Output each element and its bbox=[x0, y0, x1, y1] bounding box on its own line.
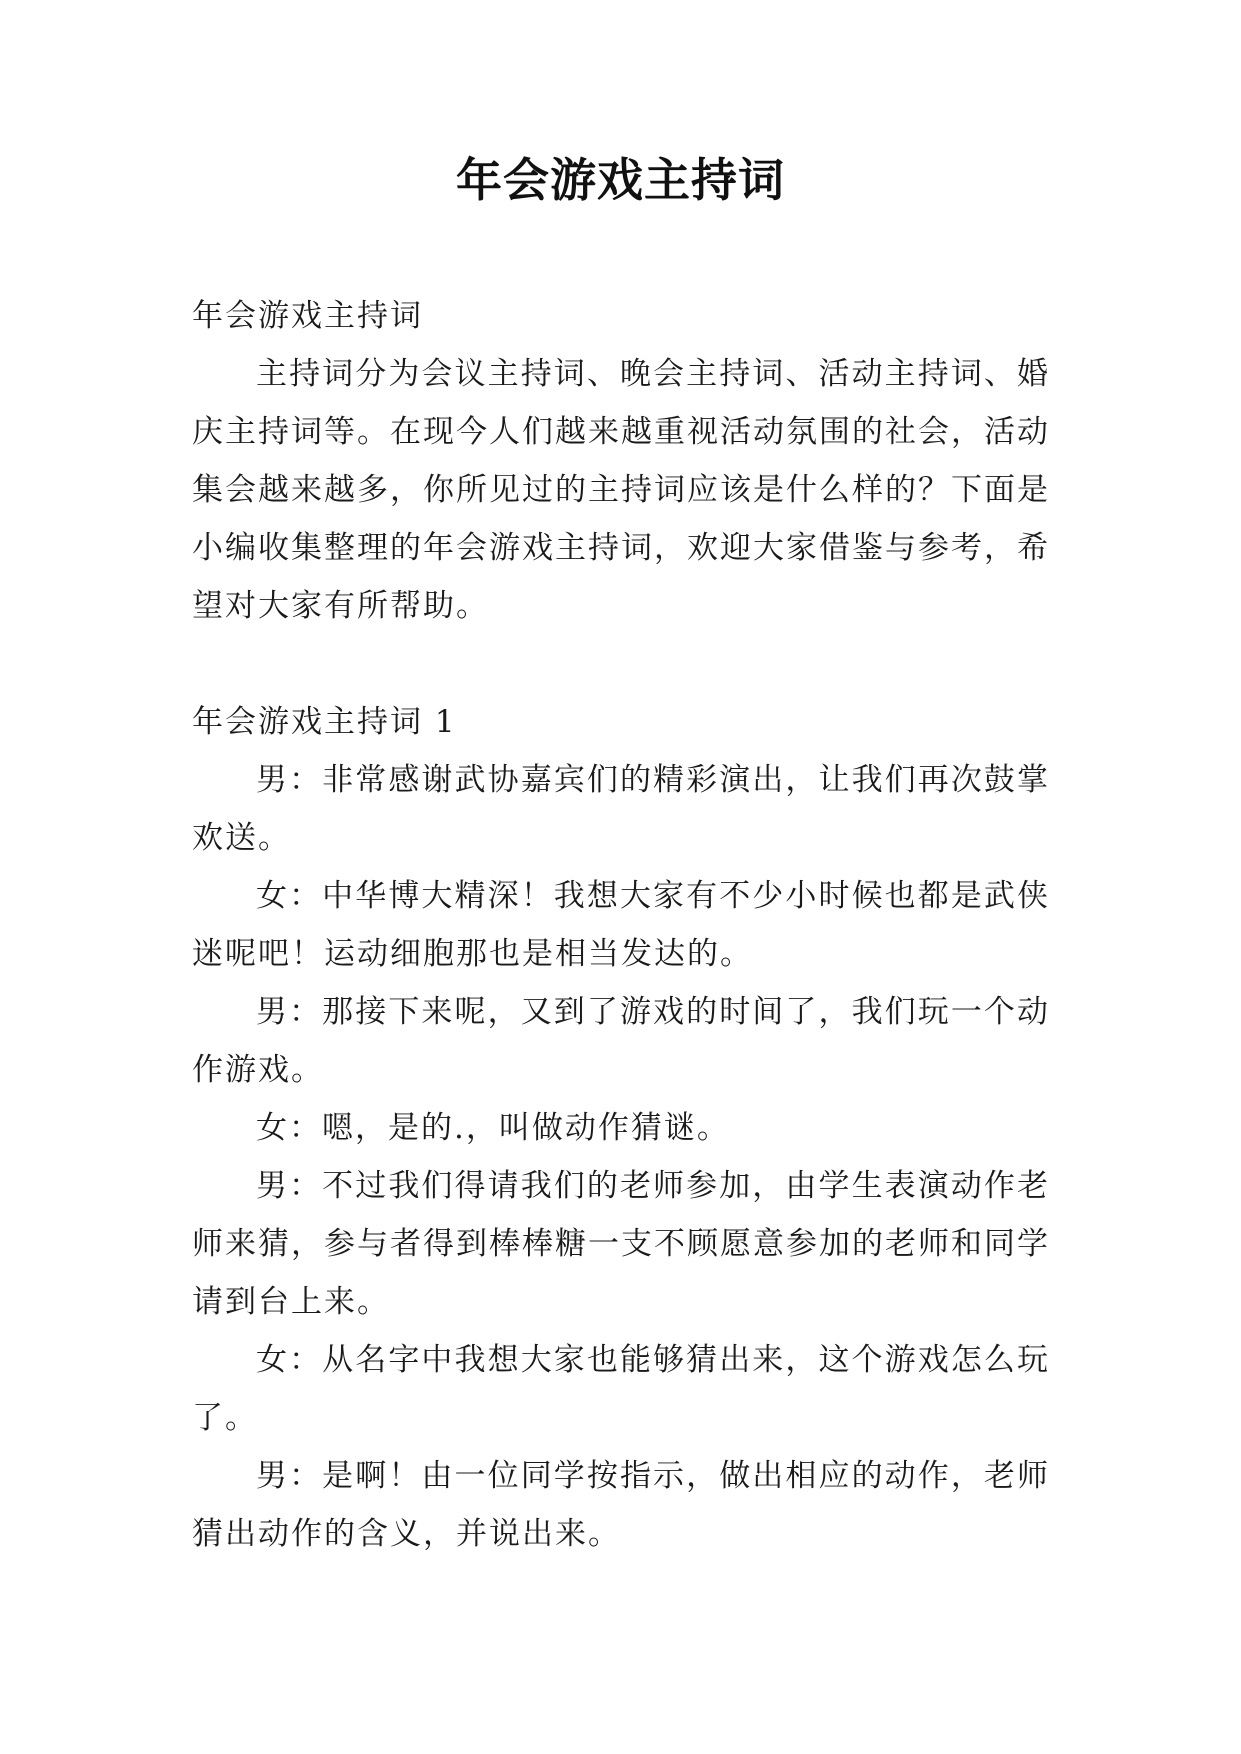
document-title: 年会游戏主持词 bbox=[456, 153, 785, 207]
section-heading: 年会游戏主持词 1 bbox=[192, 704, 457, 740]
document-body bbox=[192, 287, 1050, 1563]
dialogue-line: 女：嗯，是的.，叫做动作猜谜。 bbox=[256, 1110, 730, 1146]
intro-paragraph: 主持词分为会议主持词、晚会主持词、活动主持词、婚庆主持词等。在现今人们越来越重视活动氛围的社会，活动集会越来越多，你所见过的主持词应该是什么样的？下面是小编收集整理的年会游戏主持词，欢迎大家借鉴与参考，希望对大家有所帮助。 bbox=[192, 356, 1050, 624]
dialogue-line: 男：非常感谢武协嘉宾们的精彩演出，让我们再次鼓掌欢送。 bbox=[192, 762, 1050, 856]
dialogue-line: 女：中华博大精深！我想大家有不少小时候也都是武侠迷呢吧！运动细胞那也是相当发达的。 bbox=[192, 878, 1050, 972]
dialogue-line: 男：不过我们得请我们的老师参加，由学生表演动作老师来猜，参与者得到棒棒糖一支不顾愿意参加的老师和同学请到台上来。 bbox=[192, 1168, 1050, 1320]
section-spacer bbox=[192, 635, 1050, 693]
dialogue-line: 男：那接下来呢，又到了游戏的时间了，我们玩一个动作游戏。 bbox=[192, 994, 1050, 1088]
dialogue-line: 男：是啊！由一位同学按指示，做出相应的动作，老师猜出动作的含义，并说出来。 bbox=[192, 1458, 1050, 1552]
intro-heading: 年会游戏主持词 bbox=[192, 298, 423, 334]
dialogue-line: 女：从名字中我想大家也能够猜出来，这个游戏怎么玩了。 bbox=[192, 1342, 1050, 1436]
